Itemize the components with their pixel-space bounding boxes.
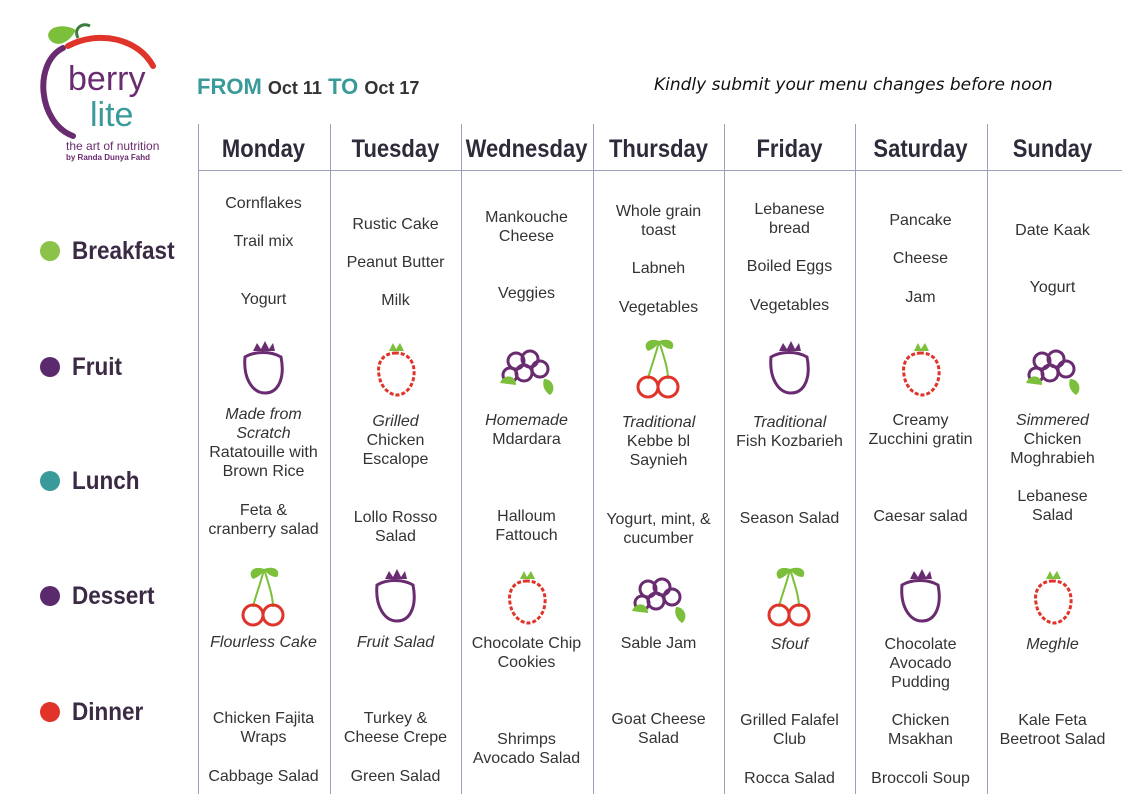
dessert-item: Meghle [1026, 636, 1079, 653]
lunch-dish: Mdardara [492, 431, 561, 448]
icon-slot [987, 562, 1118, 630]
dinner-dish: Chicken [891, 712, 950, 729]
date-range [197, 74, 419, 100]
to-date: Oct 17 [364, 78, 420, 98]
dinner-dish: Goat Cheese [611, 711, 706, 728]
row-dot [40, 586, 60, 606]
row-label-lunch [40, 466, 147, 496]
raspberry-icon [363, 335, 429, 401]
breakfast-item: Cheese [498, 228, 555, 245]
lunch-style: Grilled [372, 413, 419, 430]
lunch-dish: Moghrabieh [1010, 450, 1095, 467]
fig-icon [231, 335, 297, 401]
dessert-item: Fruit Salad [356, 634, 435, 651]
cherry-icon [626, 335, 692, 401]
icon-slot [593, 562, 724, 630]
row-label-text: Breakfast [72, 236, 175, 265]
raspberry-icon [1020, 563, 1086, 629]
lunch-style: Made from [225, 406, 302, 423]
dessert-item: Chocolate [884, 636, 957, 653]
dinner-side: Broccoli Soup [871, 770, 970, 787]
lunch-dish: Zucchini gratin [868, 431, 973, 448]
row-label-text: Dessert [72, 581, 155, 610]
dinner-dish: Beetroot Salad [999, 731, 1106, 748]
icon-slot [855, 334, 986, 402]
day-header-friday: Friday [756, 134, 823, 163]
breakfast-item: Lebanese [754, 201, 825, 218]
lunch-side: Fattouch [495, 527, 558, 544]
fig-icon [888, 563, 954, 629]
dessert-item: Sfouf [770, 636, 809, 653]
lunch-side: Feta & [239, 502, 288, 519]
dinner-side: Rocca Salad [744, 770, 835, 787]
lunch-side: Yogurt, mint, & [606, 511, 711, 528]
logo-byline: by Randa Dunya Fahd [66, 153, 151, 162]
from-label: FROM [197, 74, 262, 99]
lunch-style: Homemade [485, 412, 568, 429]
breakfast-item: Veggies [498, 285, 555, 302]
row-dot [40, 357, 60, 377]
icon-slot [461, 562, 592, 630]
dinner-side: Cabbage Salad [208, 768, 319, 785]
breakfast-item: Pancake [889, 212, 952, 229]
icon-slot [330, 562, 461, 630]
icon-slot [724, 334, 855, 402]
breakfast-item: Cheese [892, 250, 949, 267]
dinner-dish: Avocado Salad [472, 750, 581, 767]
icon-slot [855, 562, 986, 630]
lunch-style: Scratch [236, 425, 291, 442]
day-header-wednesday: Wednesday [465, 134, 588, 163]
lunch-side: Lebanese [1017, 488, 1088, 505]
lunch-dish: Chicken [1023, 431, 1082, 448]
lunch-dish: Chicken [366, 432, 425, 449]
dessert-item: Flourless Cake [210, 634, 317, 651]
lunch-dish: Escalope [362, 451, 429, 468]
row-label-text: Dinner [72, 697, 144, 726]
breakfast-item: Vegetables [618, 299, 699, 316]
lunch-side: Salad [375, 528, 416, 545]
dinner-dish: Cheese Crepe [343, 729, 448, 746]
breakfast-item: Milk [381, 292, 410, 309]
lunch-dish: Kebbe bl [626, 433, 691, 450]
row-dot [40, 702, 60, 722]
lunch-dish: Brown Rice [222, 463, 305, 480]
submission-note: Kindly submit your menu changes before noon [654, 75, 1053, 95]
from-date: Oct 11 [267, 78, 322, 98]
row-label-text: Fruit [72, 352, 122, 381]
to-label: TO [328, 74, 359, 99]
breakfast-item: Labneh [631, 260, 686, 277]
dinner-dish: Shrimps [497, 731, 556, 748]
blackberry-icon [626, 563, 692, 629]
dessert-item: Chocolate Chip [471, 635, 582, 652]
logo-berry: berry [68, 60, 146, 98]
breakfast-item: Peanut Butter [346, 254, 445, 271]
breakfast-item: Mankouche [485, 209, 568, 226]
fig-icon [757, 335, 823, 401]
logo-lite: lite [90, 96, 134, 134]
icon-slot [724, 562, 855, 630]
dinner-dish: Salad [638, 730, 679, 747]
lunch-dish: Fish Kozbarieh [736, 433, 843, 450]
row-dot [40, 241, 60, 261]
logo-tagline: the art of nutrition [66, 139, 160, 153]
day-header-sunday: Sunday [1012, 134, 1093, 163]
dessert-item: Cookies [497, 654, 556, 671]
icon-slot [593, 334, 724, 402]
row-label-dessert [40, 581, 164, 611]
cherry-icon [231, 563, 297, 629]
breakfast-item: Trail mix [233, 233, 294, 250]
icon-slot [461, 334, 592, 402]
row-label-breakfast [40, 236, 186, 266]
breakfast-item: Date Kaak [1015, 222, 1090, 239]
row-dot [40, 471, 60, 491]
lunch-style: Traditional [621, 414, 696, 431]
breakfast-item: Yogurt [240, 291, 287, 308]
lunch-side: Caesar salad [873, 508, 968, 525]
blackberry-icon [494, 335, 560, 401]
icon-slot [198, 334, 329, 402]
breakfast-item: Boiled Eggs [746, 258, 833, 275]
lunch-style: Traditional [752, 414, 827, 431]
day-header-tuesday: Tuesday [351, 134, 440, 163]
breakfast-item: Rustic Cake [352, 216, 439, 233]
dinner-dish: Grilled Falafel [740, 712, 839, 729]
dinner-dish: Chicken Fajita [212, 710, 315, 727]
cherry-icon [757, 563, 823, 629]
day-header-thursday: Thursday [608, 134, 709, 163]
dinner-dish: Turkey & [363, 710, 428, 727]
lunch-side: Salad [1032, 507, 1073, 524]
lunch-side: cucumber [623, 530, 694, 547]
lunch-side: Halloum [497, 508, 556, 525]
icon-slot [987, 334, 1118, 402]
dessert-item: Avocado [889, 655, 952, 672]
lunch-dish: Creamy [892, 412, 949, 429]
row-label-fruit [40, 352, 128, 382]
dinner-dish: Msakhan [888, 731, 953, 748]
row-label-text: Lunch [72, 466, 140, 495]
breakfast-item: Jam [905, 289, 936, 306]
breakfast-item: Cornflakes [225, 195, 302, 212]
lunch-side: Lollo Rosso [353, 509, 438, 526]
raspberry-icon [888, 335, 954, 401]
row-label-dinner [40, 697, 151, 727]
dinner-dish: Kale Feta [1018, 712, 1087, 729]
breakfast-item: bread [769, 220, 810, 237]
breakfast-item: Whole grain [615, 203, 702, 220]
dinner-side: Green Salad [350, 768, 441, 785]
blackberry-icon [1020, 335, 1086, 401]
dessert-item: Pudding [891, 674, 950, 691]
icon-slot [330, 334, 461, 402]
dessert-item: Sable Jam [620, 635, 697, 652]
lunch-side: Season Salad [739, 510, 840, 527]
lunch-style: Simmered [1016, 412, 1089, 429]
breakfast-item: Yogurt [1029, 279, 1076, 296]
lunch-dish: Ratatouille with [209, 444, 318, 461]
breakfast-item: toast [641, 222, 676, 239]
lunch-side: cranberry salad [208, 521, 319, 538]
breakfast-item: Vegetables [749, 297, 830, 314]
fig-icon [363, 563, 429, 629]
icon-slot [198, 562, 329, 630]
lunch-dish: Saynieh [629, 452, 688, 469]
day-header-saturday: Saturday [873, 134, 968, 163]
dinner-dish: Wraps [240, 729, 287, 746]
raspberry-icon [494, 563, 560, 629]
header-divider [198, 170, 1122, 171]
dinner-dish: Club [773, 731, 806, 748]
day-header-monday: Monday [221, 134, 306, 163]
